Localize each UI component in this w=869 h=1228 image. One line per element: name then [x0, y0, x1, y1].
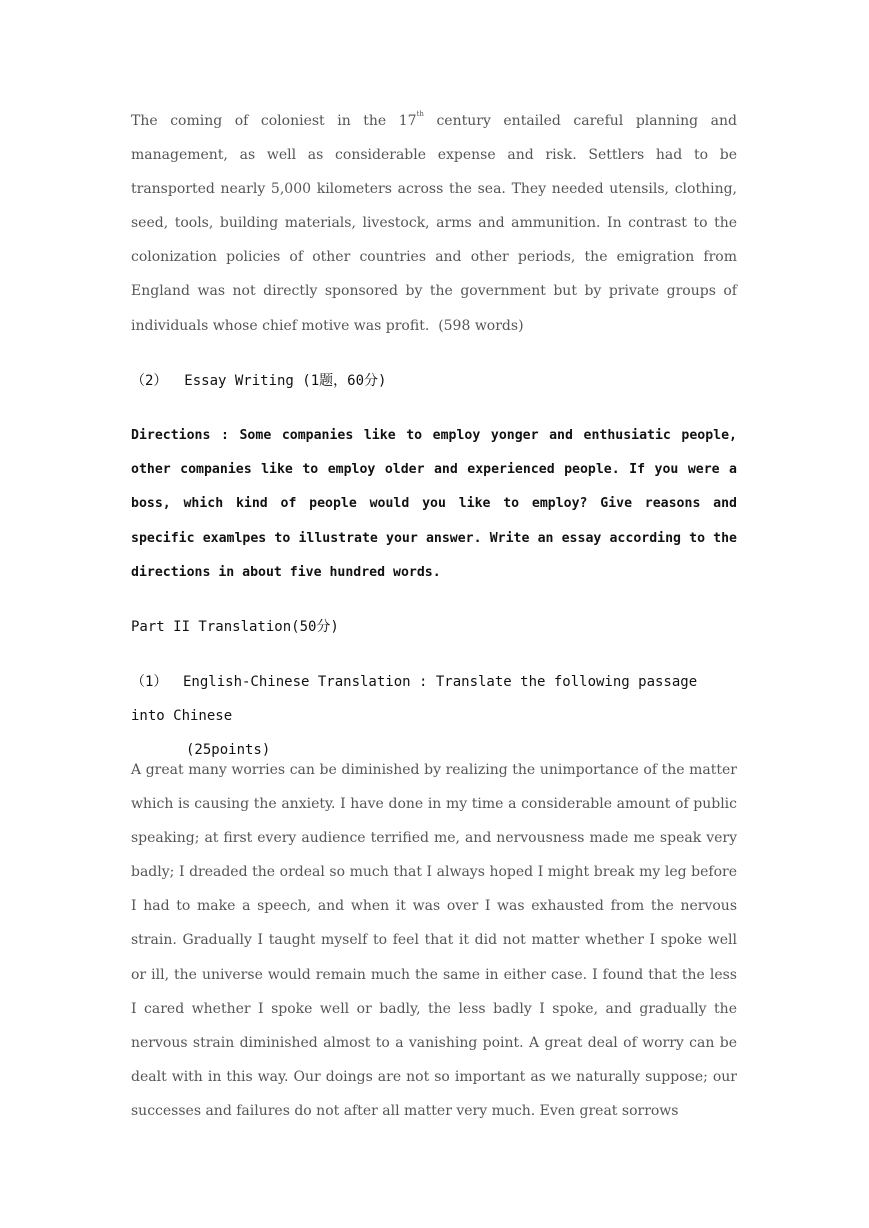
ordinal-suffix: th: [416, 110, 424, 118]
essay-writing-heading: （2） Essay Writing (1题，60分): [131, 373, 387, 389]
translation-points: (25points): [186, 742, 271, 758]
translation-number: （1）: [131, 674, 168, 690]
translation-heading: [131, 665, 737, 767]
essay-directions: Directions : Some companies like to employ yonger and enthusiatic people, other companies like to employ older and experienced people. If you were a boss, which kind of people would you like to employ? Give reasons and specific examlpes to illustrate your answer. Write an essay according to the directions in about five hundred words.: [131, 428, 745, 580]
part-two-heading: Part II Translation(50分): [131, 619, 339, 635]
translation-instruction: English-Chinese Translation : Translate the following passage into Chinese: [131, 674, 698, 724]
passage-colonists: [131, 104, 742, 343]
word-count: (598 words): [438, 317, 524, 334]
passage-worries: A great many worries can be diminished by realizing the unimportance of the matter which is causing the anxiety. I have done in my time a considerable amount of public speaking; at first every audience terrified me, and nervousness made me speak very badly; I dreaded the ordeal so much that I always hoped I might break my leg before I had to make a speech, and when it was over I was exhausted from the nervous strain. Gradually I taught myself to feel that it did not matter whether I spoke well or ill, the universe would remain much the same in either case. I found that the less I cared whether I spoke well or badly, the less badly I spoke, and gradually the nervous strain diminished almost to a vanishing point. A great deal of worry can be dealt with in this way. Our doings are not so important as we naturally suppose; our successes and failures do not after all matter very much. Even great sorrows: [131, 762, 742, 1119]
passage-text-rest: century entailed careful planning and management, as well as considerable expense and risk. Settlers had to be transported nearly 5,000 kilometers across the sea. They needed utensils, clothing, seed, tools, building materials, livestock, arms and ammunition. In contrast to the colonization policies of other countries and other periods, the emigration from England was not directly sponsored by the government but by private groups of individuals whose chief motive was profit.: [131, 113, 742, 334]
passage-text-start: The coming of coloniest in the 17: [131, 113, 417, 129]
